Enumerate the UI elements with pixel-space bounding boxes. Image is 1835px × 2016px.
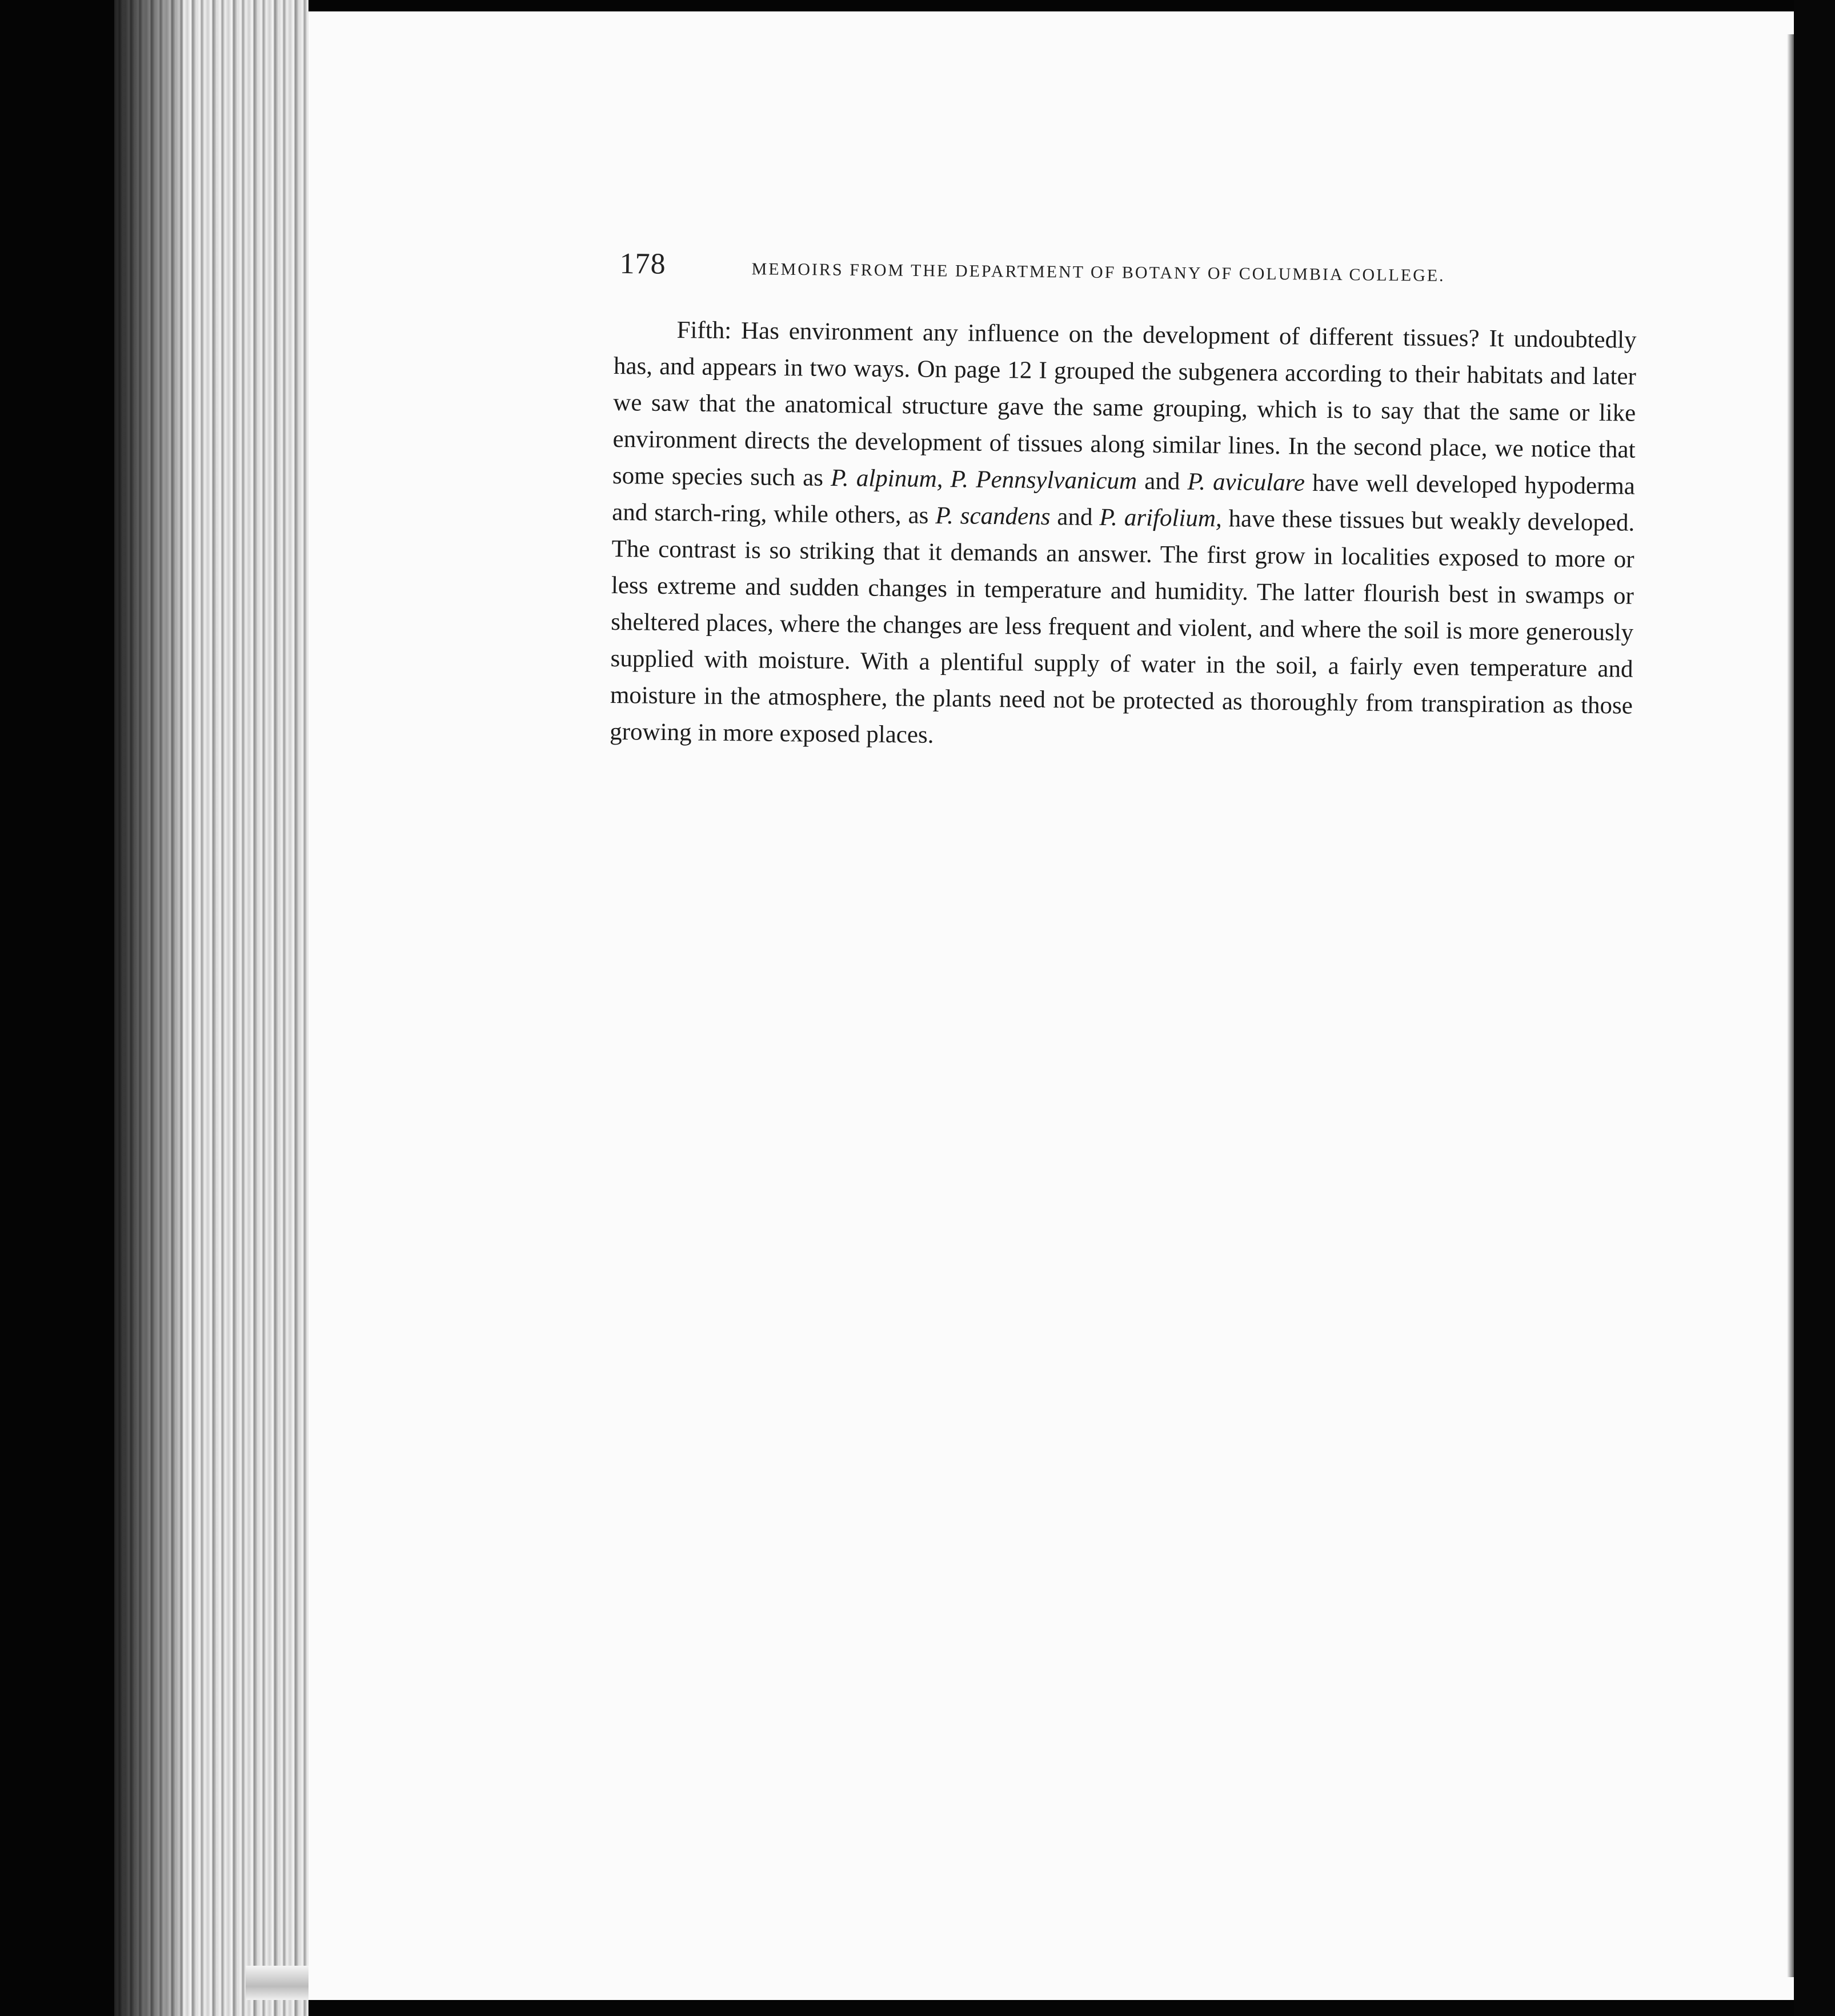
paragraph xyxy=(610,311,1637,761)
species-name: P. alpinum, P. Pennsylvanicum xyxy=(830,464,1137,495)
species-name: P. scandens xyxy=(935,502,1051,531)
running-title: MEMOIRS FROM THE DEPARTMENT OF BOTANY OF COLUMBIA COLLEGE. xyxy=(751,259,1445,285)
species-name: P. arifolium, xyxy=(1099,503,1222,533)
body-text xyxy=(610,311,1637,761)
scan-right-border xyxy=(1794,0,1835,2016)
text-segment: and xyxy=(1050,503,1100,531)
page-number: 178 xyxy=(619,247,666,281)
text-segment: have these tissues but weakly developed. The contrast is so striking that it demands an answer. The first grow in localities exposed to more or less extreme and sudden changes in temperature and humidity. The latter flourish best in swamps or sheltered places, where the changes are less frequent and violent, and where the soil is more generously supplied with moisture. With a plentiful supply of water in the soil, a fairly even temperature and moisture in the atmosphere, the plants need not be protected as thoroughly from transpiration as those growing in more exposed places. xyxy=(610,505,1635,749)
species-name: P. aviculare xyxy=(1187,468,1305,497)
text-segment: Fifth: Has environment any influence on the development of different tissues? It undoubtedly has, and appears in two ways. On page 12 I grouped the subgenera according to their habitats and later we saw that the anatomical structure gave the same grouping, which is to say that the same or like environment directs the development of tissues along similar lines. In the second place, we notice that some species such as xyxy=(612,317,1637,491)
binding-shadow xyxy=(114,0,183,2016)
text-segment: and xyxy=(1136,467,1188,495)
book-page xyxy=(308,11,1794,2000)
text-segment: have well developed hypoderma and starch-ring, while others, as xyxy=(612,469,1636,529)
